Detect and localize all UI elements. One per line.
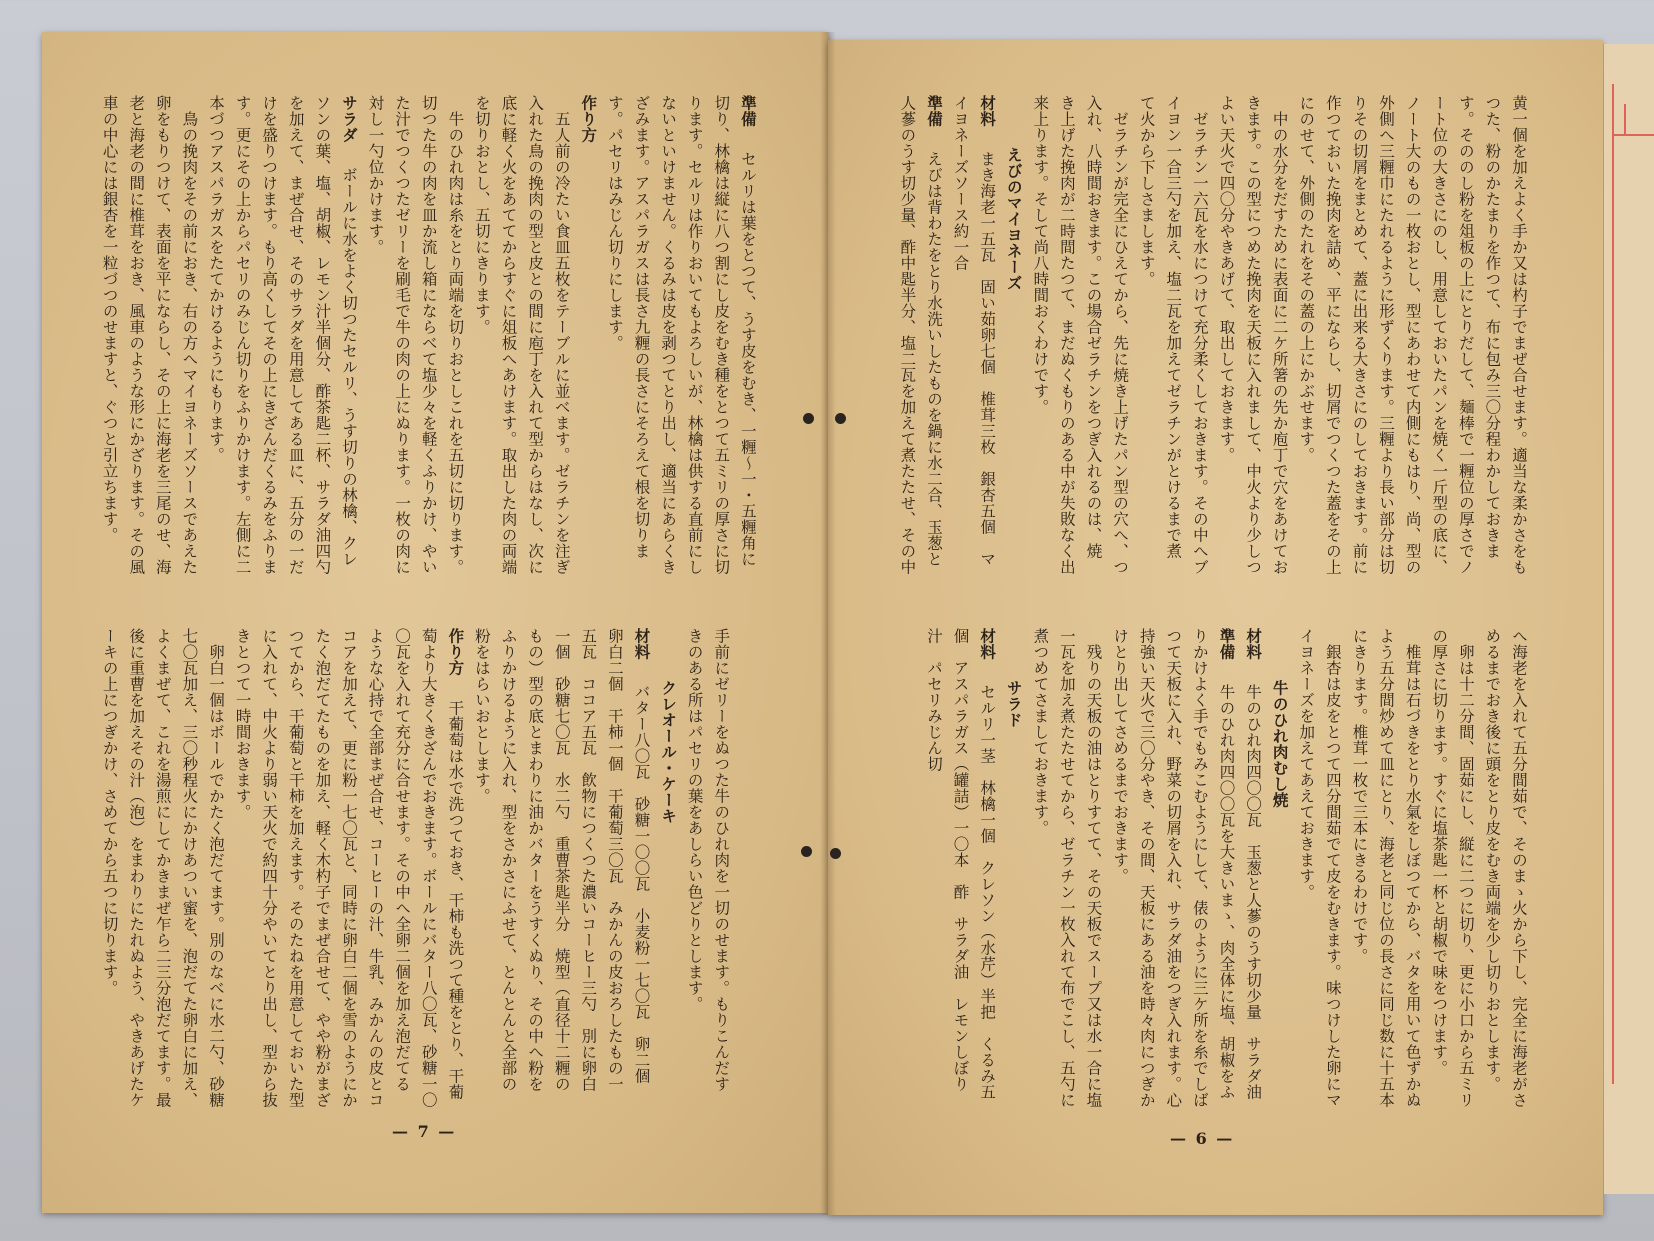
text-column bbox=[1160, 95, 1187, 595]
text-column bbox=[1346, 628, 1373, 1128]
text-column bbox=[309, 95, 336, 595]
text-column bbox=[522, 95, 549, 595]
column-text: 五人前の冷たい食皿五枚をテーブルに並べます。ゼラチンを注ぎ bbox=[552, 95, 571, 575]
column-text: 本づつアスパラガスをたてかけるようにもります。 bbox=[206, 95, 225, 463]
text-column bbox=[1372, 628, 1399, 1128]
column-text: に入れて、中火より弱い天火で約四十分やいてとり出し、型から抜 bbox=[260, 628, 279, 1108]
column-text: 汁 パセリみじん切 bbox=[924, 628, 943, 772]
column-text: て火から下しさまします。 bbox=[1137, 95, 1156, 287]
column-text: ないといけません。くるみは皮を剥つてとり出し、適当にあらくき bbox=[659, 95, 678, 575]
column-text: き上げた挽肉が二時間たつて、まだぬくもりのある中が失敗なく出 bbox=[1057, 95, 1076, 575]
column-text: 牛のひれ肉四〇〇瓦 玉葱と人蔘のうす切少量 サラダ油 bbox=[1244, 684, 1263, 1100]
column-text: 中の水分をだすために表面に二ケ所箸の先か庖丁で穴をあけてお bbox=[1270, 95, 1289, 575]
text-column bbox=[1133, 628, 1160, 1128]
text-column bbox=[335, 628, 362, 1128]
text-column bbox=[123, 95, 150, 595]
column-text: の厚さに切ります。すぐに塩茶匙一杯と胡椒で味をつけます。 bbox=[1430, 628, 1449, 1076]
column-text: けとり出してさめるまでおきます。 bbox=[1111, 628, 1130, 884]
column-text: イヨネーズソース約一合 bbox=[951, 95, 970, 271]
section-label: 材料 bbox=[978, 628, 997, 660]
text-column bbox=[468, 628, 495, 1128]
section-label: 準備 bbox=[738, 95, 757, 127]
text-column bbox=[1053, 95, 1080, 595]
text-column bbox=[1399, 95, 1426, 595]
column-text: 萄より大きくきざんでおきます。ボールにバター八〇瓦、砂糖一〇 bbox=[419, 628, 438, 1108]
column-text: す。更にその上からパセリのみじん切りをふりかけます。左側に二 bbox=[233, 95, 252, 575]
left-page-top-text bbox=[96, 95, 761, 595]
column-text: 人蔘のうす切少量、酢中匙半分、塩二瓦を加えて煮たたせ、その中 bbox=[898, 95, 917, 575]
text-column bbox=[947, 628, 974, 1128]
text-column bbox=[1027, 628, 1054, 1128]
text-column bbox=[601, 95, 628, 595]
text-column bbox=[1239, 95, 1266, 595]
text-column bbox=[202, 95, 229, 595]
text-column bbox=[1213, 628, 1240, 1128]
text-column bbox=[389, 628, 416, 1128]
text-column bbox=[601, 628, 628, 1128]
text-column bbox=[1505, 628, 1532, 1128]
text-column bbox=[389, 95, 416, 595]
column-text: ざみます。アスパラガスは長さ九糎の長さにそろえて根を切りま bbox=[632, 95, 651, 559]
text-column bbox=[202, 628, 229, 1128]
red-rule bbox=[1612, 84, 1614, 1084]
text-column bbox=[1186, 95, 1213, 595]
text-column bbox=[1053, 628, 1080, 1128]
text-column bbox=[229, 628, 256, 1128]
text-column bbox=[442, 95, 469, 595]
binding-hole bbox=[801, 846, 812, 857]
column-text: 椎茸は石づきをとり水氣をしぼつてから、バタを用いて色ずかぬ bbox=[1403, 628, 1422, 1108]
section-heading: クレオール・ケーキ bbox=[659, 680, 678, 824]
left-page-bottom-text bbox=[96, 628, 734, 1128]
text-column bbox=[1239, 628, 1266, 1128]
column-text: 卵白一個はボールでかたく泡だてます。別のなべに水二勺、砂糖 bbox=[206, 628, 225, 1108]
text-column bbox=[1319, 95, 1346, 595]
column-text: 切つた牛の肉を皿か流し箱にならべて塩少々を軽くふりかけ、やい bbox=[419, 95, 438, 575]
text-column bbox=[1080, 95, 1107, 595]
column-text: ソンの葉、塩、胡椒、レモン汁半個分、酢茶匙二杯、サラダ油四勺 bbox=[313, 95, 332, 575]
column-text: セルリ一茎 林檎一個 クレソン（水芹）半把 くるみ五 bbox=[978, 684, 997, 1100]
section-label: 作り方 bbox=[446, 628, 465, 676]
text-column bbox=[96, 628, 123, 1128]
column-text: を加えて、まぜ合せ、そのサラダを用意してある皿に、五分の一だ bbox=[286, 95, 305, 575]
text-column bbox=[176, 95, 203, 595]
column-text: 卵をもりつけて、表面を平にならし、その上に海老を三尾のせ、海 bbox=[153, 95, 172, 575]
column-text: つて天板に入れ、野菜の切屑を入れ、サラダ油をつぎ入れます。心 bbox=[1164, 628, 1183, 1108]
text-column bbox=[149, 628, 176, 1128]
column-text: 牛のひれ肉四〇〇瓦を大きいまゝ、肉全体に塩、胡椒をふ bbox=[1217, 684, 1236, 1100]
text-column bbox=[548, 628, 575, 1128]
red-rule bbox=[1624, 104, 1626, 134]
text-column bbox=[468, 95, 495, 595]
section-label: 準備 bbox=[924, 95, 943, 127]
column-text: 入れた鳥の挽肉の型と皮との間に庖丁を入れて型からはなし、次に bbox=[526, 95, 545, 575]
column-text: ような心持で全部まぜ合せ、コーヒーの汁、牛乳、みかんの皮とコ bbox=[366, 628, 385, 1108]
text-column bbox=[894, 95, 921, 595]
text-column bbox=[1426, 95, 1453, 595]
text-column bbox=[495, 628, 522, 1128]
column-text: 持強い天火で三〇分やき、その間、天板にある油を時々肉につぎか bbox=[1137, 628, 1156, 1108]
column-text: 卵白二個 干柿一個 干葡萄三〇瓦 みかんの皮おろしたもの一 bbox=[605, 628, 624, 1092]
text-column bbox=[1505, 95, 1532, 595]
column-text: 銀杏は皮をとつて四分間茹でて皮をむきます。味つけした卵にマ bbox=[1323, 628, 1342, 1108]
section-label: 作り方 bbox=[579, 95, 598, 143]
text-column bbox=[1266, 95, 1293, 595]
text-column bbox=[1426, 628, 1453, 1128]
book-spine bbox=[820, 32, 836, 1215]
column-text: ふりかけるように入れ、型をさかさにふせて、とんとんと全部の bbox=[499, 628, 518, 1092]
section-heading: 牛のひれ肉むし焼 bbox=[1270, 680, 1289, 808]
section-label: 材料 bbox=[978, 95, 997, 127]
section-label: 材料 bbox=[632, 628, 651, 660]
text-column bbox=[149, 95, 176, 595]
section-heading: えびのマイヨネーズ bbox=[1004, 147, 1023, 291]
text-column bbox=[1452, 628, 1479, 1128]
text-column bbox=[734, 95, 761, 595]
column-text: 手前にゼリーをぬつた牛のひれ肉を一切のせます。もりこんだす bbox=[712, 628, 731, 1092]
text-column bbox=[415, 628, 442, 1128]
text-column bbox=[681, 628, 708, 1128]
column-text: にきります。椎茸一枚で三本にきるわけです。 bbox=[1350, 628, 1369, 964]
column-text: 作つておいた挽肉を詰め、平にならし、切屑でつくつた蓋をその上 bbox=[1323, 95, 1342, 575]
text-column bbox=[1213, 95, 1240, 595]
text-column bbox=[974, 628, 1001, 1128]
right-page-bottom-text bbox=[920, 628, 1532, 1128]
text-column bbox=[708, 628, 735, 1128]
column-text: ゼラチン一六瓦を水につけて充分柔くしておきます。その中へブ bbox=[1190, 95, 1209, 575]
text-column bbox=[309, 628, 336, 1128]
column-text: す。そののし粉を俎板の上にとりだして、麺棒で一糎位の厚さでノ bbox=[1456, 95, 1475, 575]
text-column bbox=[947, 95, 974, 595]
column-text: ノート大のもの一枚おとし、型にあわせて内側にもはり、尚、型の bbox=[1403, 95, 1422, 575]
text-column bbox=[1027, 95, 1054, 595]
column-text: 干葡萄は水で洗つておき、干柿も洗つて種をとり、干葡 bbox=[446, 700, 465, 1100]
text-column bbox=[256, 95, 283, 595]
text-column bbox=[628, 628, 655, 1128]
text-column bbox=[282, 95, 309, 595]
text-column bbox=[362, 95, 389, 595]
column-text: 〇瓦を入れて充分に合せます。その中へ全卵二個を加え泡だてる bbox=[393, 628, 412, 1092]
column-text: 粉をはらいおとします。 bbox=[472, 628, 491, 804]
column-text: イヨン一合三勺を加え、塩二瓦を加えてゼラチンがとけるまで煮 bbox=[1164, 95, 1183, 559]
text-column bbox=[575, 628, 602, 1128]
column-text: もの）型の底とまわりに油かバターをうすくぬり、その中へ粉を bbox=[526, 628, 545, 1092]
text-column bbox=[442, 628, 469, 1128]
column-text: 一個 砂糖七〇瓦 水二勺 重曹茶匙半分 焼型（直径十二糎の bbox=[552, 628, 571, 1092]
column-text: りその切屑をまとめて、蓋に出来る大きさにのしておきます。前に bbox=[1350, 95, 1369, 575]
text-column bbox=[1133, 95, 1160, 595]
column-text: にのせて、外側のたれをその蓋の上にかぶせます。 bbox=[1297, 95, 1316, 463]
column-text: つてから、干葡萄と干柿を加えます。そのたねを用意しておいた型 bbox=[286, 628, 305, 1108]
binding-hole bbox=[835, 413, 846, 424]
section-label: 準備 bbox=[1217, 628, 1236, 660]
column-text: 一瓦を加え煮たたせてから、ゼラチン一枚入れて布でこし、五勺に bbox=[1057, 628, 1076, 1108]
section-label: サラダ bbox=[339, 95, 358, 143]
text-column bbox=[920, 628, 947, 1128]
text-column bbox=[1372, 95, 1399, 595]
right-page-top-text bbox=[894, 95, 1532, 595]
text-column bbox=[681, 95, 708, 595]
column-text: 煮つめてさましておきます。 bbox=[1031, 628, 1050, 836]
column-text: 車の中心には銀杏を一粒づつのせますと、ぐつと引立ちます。 bbox=[100, 95, 119, 543]
column-text: 後に重曹を加えその汁（泡）をまわりにたれぬよう、やきあげたケ bbox=[127, 628, 146, 1108]
text-column bbox=[362, 628, 389, 1128]
section-heading: サラド bbox=[1004, 680, 1023, 728]
page-number-left: — 7 — bbox=[392, 1122, 457, 1141]
column-text: 老と海老の間に椎茸をおき、風車のような形にかざります。その風 bbox=[127, 95, 146, 575]
column-text: ります。セルリは作りおいてもよろしいが、林檎は供する直前にし bbox=[685, 95, 704, 575]
column-text: セルリは葉をとつて、うす皮をむき、一糎～一・五糎角に bbox=[738, 151, 757, 567]
text-column bbox=[1346, 95, 1373, 595]
text-column bbox=[229, 95, 256, 595]
text-column bbox=[522, 628, 549, 1128]
text-column bbox=[1399, 628, 1426, 1128]
column-text: つた、粉のかたまりを作つて、布に包み三〇分程わかしておきま bbox=[1483, 95, 1502, 559]
text-column bbox=[415, 95, 442, 595]
text-column bbox=[1293, 628, 1320, 1128]
column-text: 来上ります。そして尚八時間おくわけです。 bbox=[1031, 95, 1050, 415]
column-text: 残りの天板の油はとりすてて、その天板でスープ又は水一合に塩 bbox=[1084, 628, 1103, 1108]
column-text: えびは背わたをとり水洗いしたものを鍋に水二合、玉葱と bbox=[924, 151, 943, 567]
text-column bbox=[1479, 628, 1506, 1128]
column-text: りかけよく手でもみこむようにして、俵のように三ケ所を糸でしば bbox=[1190, 628, 1209, 1108]
column-text: 入れ、八時間おきます。この場合ゼラチンをつぎ入れるのは、焼 bbox=[1084, 95, 1103, 559]
column-text: 切り、林檎は縦に八つ割にし皮をむき種をとつて五ミリの厚さに切 bbox=[712, 95, 731, 575]
column-text: たく泡だてたものを加え、軽く木杓子でまぜ合せて、やや粉がまざ bbox=[313, 628, 332, 1108]
text-column bbox=[1080, 628, 1107, 1128]
column-text: ボールに水をよく切つたセルリ、うす切りの林檎、クレ bbox=[339, 167, 358, 567]
column-text: けを盛りつけます。もり高くしてその上にきざんだくるみをふりま bbox=[260, 95, 279, 575]
column-text: 外側へ三糎巾にたれるように形ずくります。三糎より長い部分は切 bbox=[1377, 95, 1396, 575]
column-text: きのある所はパセリの葉をあしらい色どりとします。 bbox=[685, 628, 704, 1012]
column-text: めるまでおき後に頭をとり皮をむき両端を少し切りおとします。 bbox=[1483, 628, 1502, 1092]
text-column bbox=[96, 95, 123, 595]
column-text: まき海老一五瓦 固い茹卵七個 椎茸三枚 銀杏五個 マ bbox=[978, 151, 997, 567]
text-column bbox=[1186, 628, 1213, 1128]
column-text: コアを加えて、更に粉一七〇瓦と、同時に卵白二個を雪のようにか bbox=[339, 628, 358, 1108]
text-column bbox=[974, 95, 1001, 595]
column-text: 鳥の挽肉をその前におき、右の方へマイヨネーズソースであえた bbox=[180, 95, 199, 575]
column-text: 七〇瓦加え、三〇秒程火にかけあつい蜜を、泡だてた卵白に加え、 bbox=[180, 628, 199, 1108]
text-column bbox=[282, 628, 309, 1128]
text-column bbox=[1107, 628, 1134, 1128]
column-text: きます。この型につめた挽肉を天板に入れまして、中火より少しつ bbox=[1244, 95, 1263, 575]
column-text: 牛のひれ肉は糸をとり両端を切りおとしこれを五切に切ります。 bbox=[446, 95, 465, 575]
column-text: 対し一勺位かけます。 bbox=[366, 95, 385, 255]
text-column bbox=[123, 628, 150, 1128]
page-number-right: — 6 — bbox=[1170, 1129, 1235, 1148]
text-column bbox=[575, 95, 602, 595]
section-label: 材料 bbox=[1244, 628, 1263, 660]
text-column bbox=[256, 628, 283, 1128]
binding-hole bbox=[803, 413, 814, 424]
column-text: ート位の大きさにのし、用意しておいたパンを焼く一斤型の底に、 bbox=[1430, 95, 1449, 575]
text-column bbox=[1107, 95, 1134, 595]
text-column bbox=[548, 95, 575, 595]
column-text: ーキの上につぎかけ、さめてから五つに切ります。 bbox=[100, 628, 119, 996]
column-text: 卵は十二分間、固茹にし、縦に二つに切り、更に小口から五ミリ bbox=[1456, 628, 1475, 1108]
column-text: ゼラチンが完全にひえてから、先に焼き上げたパン型の穴へ、つ bbox=[1111, 95, 1130, 575]
text-column bbox=[1319, 628, 1346, 1128]
column-text: た汁でつくつたゼリーを刷毛で牛の肉の上にぬります。一枚の肉に bbox=[393, 95, 412, 575]
column-text: へ海老を入れて五分間茹で、そのまゝ火から下し、完全に海老がさ bbox=[1510, 628, 1528, 1108]
text-column bbox=[628, 95, 655, 595]
text-column bbox=[1479, 95, 1506, 595]
column-text: きとつて一時間おきます。 bbox=[233, 628, 252, 820]
column-text: イヨネーズを加えてあえておきます。 bbox=[1297, 628, 1316, 900]
text-column bbox=[495, 95, 522, 595]
text-column bbox=[1452, 95, 1479, 595]
binding-hole bbox=[830, 848, 841, 859]
text-column bbox=[1293, 95, 1320, 595]
text-column bbox=[1160, 628, 1187, 1128]
column-text: よくまぜて、これを湯煎にしてかきまぜ乍ら二三分泡だてます。最 bbox=[153, 628, 172, 1108]
text-column bbox=[654, 95, 681, 595]
column-text: 五瓦 ココア五瓦 飲物につくつた濃いコーヒー三勺 別に卵白 bbox=[579, 628, 598, 1092]
column-text: 黄一個を加えよく手か又は杓子でまぜ合せます。適当な柔かさをも bbox=[1510, 95, 1528, 575]
next-page-edge bbox=[1603, 44, 1654, 1194]
text-column bbox=[335, 95, 362, 595]
column-text: よう五分間炒めて皿にとり、海老と同じ位の長さに同じ数に十五本 bbox=[1377, 628, 1396, 1108]
column-text: す。パセリはみじん切りにします。 bbox=[605, 95, 624, 351]
text-column bbox=[708, 95, 735, 595]
column-text: バター八〇瓦 砂糖一〇〇瓦 小麦粉一七〇瓦 卵二個 bbox=[632, 684, 651, 1084]
column-text: を切りおとし、五切にきります。 bbox=[472, 95, 491, 335]
column-text: よい天火で四〇分やきあげて、取出しておきます。 bbox=[1217, 95, 1236, 463]
red-rule bbox=[1612, 134, 1654, 136]
column-text: 底に軽く火をあててからすぐに俎板へあけます。取出した肉の両端 bbox=[499, 95, 518, 575]
text-column bbox=[920, 95, 947, 595]
text-column bbox=[176, 628, 203, 1128]
column-text: 個 アスパラガス（罐詰）一〇本 酢 サラダ油 レモンしぼり bbox=[951, 628, 970, 1092]
